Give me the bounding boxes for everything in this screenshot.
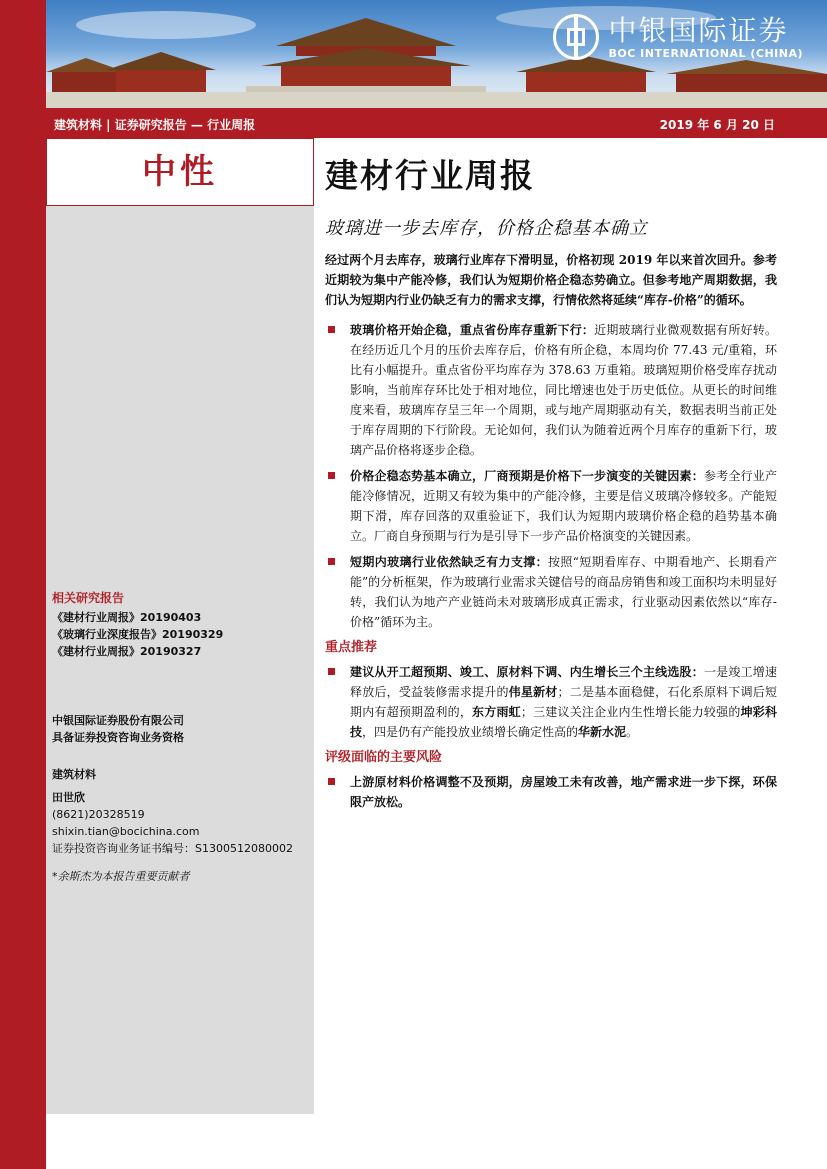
bullet-body: 近期玻璃行业微观数据有所好转。在经历近几个月的压价去库存后，价格有所企稳，本周均价 77.43 元/重箱，环比有小幅提升。重点省份平均库存为 378.63 万重箱。玻璃短期价格受库存扰动影响，当前库存环比处于相对地位，同比增速也处于历史低位。从更长的时间维度来看，玻璃库存呈三年一个周期，或与地产周期驱动有关，数据表明当前正处于库存周期的下行阶段。无论如何，我们认为随着近两个月库存的重新下行，玻璃产品价格将逐步企稳。 <box>350 323 777 457</box>
analyst-info <box>52 766 293 857</box>
report-category: 建筑材料 | 证券研究报告 — 行业周报 <box>54 118 256 132</box>
sector-label: 建筑材料 <box>52 768 96 781</box>
report-info-strip <box>46 108 827 138</box>
analyst-phone: (8621)20328519 <box>52 808 145 821</box>
logo-chinese-name: 中银国际证券 <box>608 13 789 47</box>
recommendation-text: 。 <box>626 725 639 739</box>
bullet-heading: 玻璃价格开始企稳，重点省份库存重新下行： <box>350 323 595 337</box>
recommendation-text: 一是竣工增速释放后，受益装修需求提升的 <box>350 665 777 699</box>
sidebar <box>46 138 314 1114</box>
related-report-item: 《建材行业周报》20190403 <box>52 611 202 624</box>
risk-item: 上游原材料价格调整不及预期，房屋竣工未有改善，地产需求进一步下探，环保限产放松。 <box>325 772 777 812</box>
bullet-body: 参考全行业产能冷修情况，近期又有较为集中的产能冷修，主要是信义玻璃冷修较多。产能短期下滑，库存回落的双重验证下，我们认为短期内玻璃价格企稳的趋势基本确立。厂商自身预期与行为是引导下一步产品价格演变的关键因素。 <box>350 469 777 543</box>
bullet-item <box>325 320 777 460</box>
bullet-body: 按照“短期看库存、中期看地产、长期看产能”的分析框架，作为玻璃行业需求关键信号的商品房销售和竣工面积均未明显好转，我们认为地产产业链尚未对玻璃形成真正需求，行业驱动因素依然以“库存-价格”循环为主。 <box>350 555 777 629</box>
recommendation-text: ；二是基本面稳健，石化系原料下调后短期内有超预期盈利的， <box>350 685 777 719</box>
contributor-note: *余斯杰为本报告重要贡献者 <box>52 870 190 883</box>
bullet-item <box>325 552 777 632</box>
bullet-heading: 价格企稳态势基本确立，厂商预期是价格下一步演变的关键因素： <box>350 469 704 483</box>
bullet-heading: 短期内玻璃行业依然缺乏有力支撑： <box>350 555 549 569</box>
company-info <box>52 712 184 746</box>
analyst-name: 田世欣 <box>52 791 85 804</box>
stock-name: 华新水泥 <box>578 725 627 739</box>
analyst-certificate: 证券投资咨询业务证书编号：S1300512080002 <box>52 842 293 855</box>
recommendation-text: ；三建议关注企业内生性增长能力较强的 <box>520 705 741 719</box>
stock-name: 东方雨虹 <box>472 705 521 719</box>
stock-name: 伟星新材 <box>508 685 558 699</box>
recommendation-text: ，四是仍有产能投放业绩增长确定性高的 <box>362 725 579 739</box>
recommendation-title: 重点推荐 <box>325 640 378 655</box>
page-title: 建材行业周报 <box>325 156 535 195</box>
recommendation-item <box>325 662 777 742</box>
report-date: 2019 年 6 月 20 日 <box>659 118 775 132</box>
summary-paragraph: 经过两个月去库存，玻璃行业库存下滑明显，价格初现 2019 年以来首次回升。参考近期较为集中产能冷修，我们认为短期价格企稳态势确立。但参考地产周期数据，我们认为短期内行业仍缺乏有力的需求支撑，行情依然将延续“库存-价格”的循环。 <box>325 253 777 307</box>
related-report-item: 《玻璃行业深度报告》20190329 <box>52 628 224 641</box>
rating-badge: 中性 <box>46 138 314 206</box>
page-subtitle: 玻璃进一步去库存，价格企稳基本确立 <box>325 218 648 239</box>
risk-title: 评级面临的主要风险 <box>325 750 443 765</box>
analyst-email: shixin.tian@bocichina.com <box>52 825 200 838</box>
related-reports <box>52 590 223 660</box>
boc-logo-icon <box>553 14 599 60</box>
related-reports-title: 相关研究报告 <box>52 591 125 605</box>
logo-english-name: BOC INTERNATIONAL (CHINA) <box>608 46 803 60</box>
company-name: 中银国际证券股份有限公司 <box>52 714 184 727</box>
left-red-bar <box>0 0 46 1169</box>
related-report-item: 《建材行业周报》20190327 <box>52 645 202 658</box>
main-content <box>325 250 777 818</box>
bullet-item <box>325 466 777 546</box>
header-banner <box>46 0 827 108</box>
company-qualification: 具备证券投资咨询业务资格 <box>52 731 184 744</box>
company-logo <box>553 14 803 60</box>
stock-name: 坤彩科技 <box>350 705 777 739</box>
recommendation-heading: 建议从开工超预期、竣工、原材料下调、内生增长三个主线选股： <box>350 665 704 679</box>
